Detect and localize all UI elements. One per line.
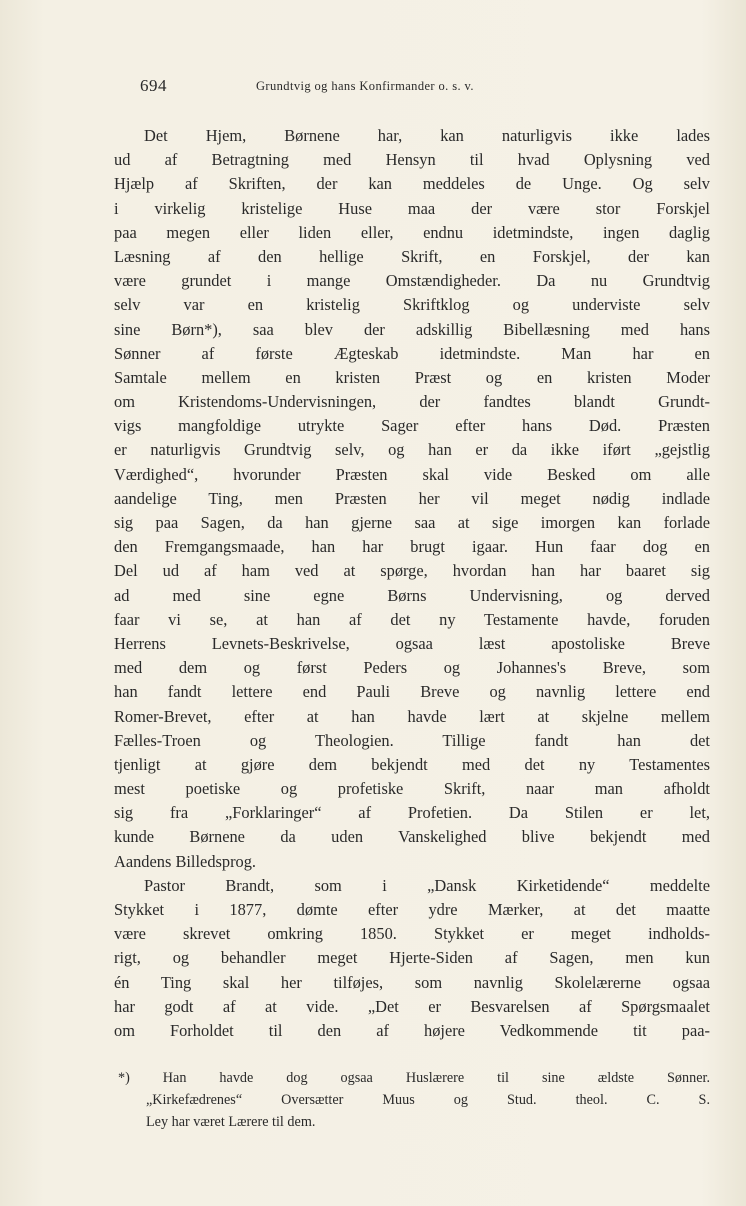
text-line: i virkelig kristelige Huse maa der være stor Forskjel xyxy=(114,198,710,218)
text-line: Fælles-Troen og Theologien. Tillige fandt han det xyxy=(114,730,710,750)
text-line: Romer-Brevet, efter at han havde lært at skjelne mellem xyxy=(114,706,710,726)
text-line: kunde Børnene da uden Vanskelighed blive bekjendt med xyxy=(114,827,710,847)
footnote-line: *) Han havde dog ogsaa Huslærere til sine ældste Sønner. xyxy=(118,1070,710,1086)
text-line: med dem og først Peders og Johannes's Breve, som xyxy=(114,658,710,678)
page-number: 694 xyxy=(140,76,167,95)
text-line: Stykket i 1877, dømte efter ydre Mærker, at det maatte xyxy=(114,900,710,919)
text-line: om Kristendoms-Undervisningen, der fandtes blandt Grundt- xyxy=(114,392,710,412)
text-line: Værdighed“, hvorunder Præsten skal vide Besked om alle xyxy=(114,464,710,484)
footnote-line: Ley har været Lærere til dem. xyxy=(146,1114,316,1130)
page-header xyxy=(140,76,660,100)
text-line: sine Børn*), saa blev der adskillig Bibellæsning med hans xyxy=(114,319,710,339)
text-line: Hjælp af Skriften, der kan meddeles de Unge. Og selv xyxy=(114,174,710,194)
text-line: rigt, og behandler meget Hjerte-Siden af Sagen, men kun xyxy=(114,948,710,968)
text-line: om Forholdet til den af højere Vedkommende tit paa- xyxy=(114,1020,710,1040)
text-line: én Ting skal her tilføjes, som navnlig Skolelærerne ogsaa xyxy=(114,972,710,992)
footnote-line: „Kirkefædrenes“ Oversætter Muus og Stud. theol. C. S. xyxy=(146,1092,710,1108)
text-line: har godt af at vide. „Det er Besvarelsen af Spørgsmaalet xyxy=(114,996,710,1016)
text-line: Det Hjem, Børnene har, kan naturligvis ikke lades xyxy=(144,126,710,145)
text-line: Aandens Billedsprog. xyxy=(114,851,257,871)
running-title: Grundtvig og hans Konfirmander o. s. v. xyxy=(256,79,474,93)
text-line: tjenligt at gjøre dem bekjendt med det ny Testamentes xyxy=(114,754,710,774)
footnotes xyxy=(114,1067,710,1133)
text-line: ad med sine egne Børns Undervisning, og derved xyxy=(114,585,710,605)
text-line: sig fra „Forklaringer“ af Profetien. Da Stilen er let, xyxy=(114,803,710,823)
text-line: være skrevet omkring 1850. Stykket er meget indholds- xyxy=(114,924,710,944)
text-line: den Fremgangsmaade, han har brugt igaar. Hun faar dog en xyxy=(114,537,710,557)
text-line: paa megen eller liden eller, endnu idetmindste, ingen daglig xyxy=(114,222,710,242)
text-line: Samtale mellem en kristen Præst og en kristen Moder xyxy=(114,367,710,387)
text-line: vigs mangfoldige utrykte Sager efter hans Død. Præsten xyxy=(114,416,710,436)
text-line: sig paa Sagen, da han gjerne saa at sige imorgen kan forlade xyxy=(114,513,710,532)
text-line: mest poetiske og profetiske Skrift, naar man afholdt xyxy=(114,779,710,799)
text-line: selv var en kristelig Skriftklog og underviste selv xyxy=(114,295,710,315)
text-line: ud af Betragtning med Hensyn til hvad Oplysning ved xyxy=(114,150,710,170)
text-line: være grundet i mange Omstændigheder. Da nu Grundtvig xyxy=(114,271,710,291)
text-line: Del ud af ham ved at spørge, hvordan han har baaret sig xyxy=(114,561,710,581)
text-line: Pastor Brandt, som i „Dansk Kirketidende“ meddelte xyxy=(144,875,710,895)
text-line: han fandt lettere end Pauli Breve og navnlig lettere end xyxy=(114,682,710,702)
text-line: Herrens Levnets-Beskrivelse, ogsaa læst apostoliske Breve xyxy=(114,633,710,653)
text-line: Sønner af første Ægteskab idetmindste. Man har en xyxy=(114,343,710,363)
text-line: faar vi se, at han af det ny Testamente havde, foruden xyxy=(114,609,710,629)
text-line: Læsning af den hellige Skrift, en Forskjel, der kan xyxy=(114,246,710,266)
text-line: er naturligvis Grundtvig selv, og han er da ikke iført „gejstlig xyxy=(114,440,710,460)
text-line: aandelige Ting, men Præsten her vil meget nødig indlade xyxy=(114,488,710,508)
body-text xyxy=(114,124,710,1043)
